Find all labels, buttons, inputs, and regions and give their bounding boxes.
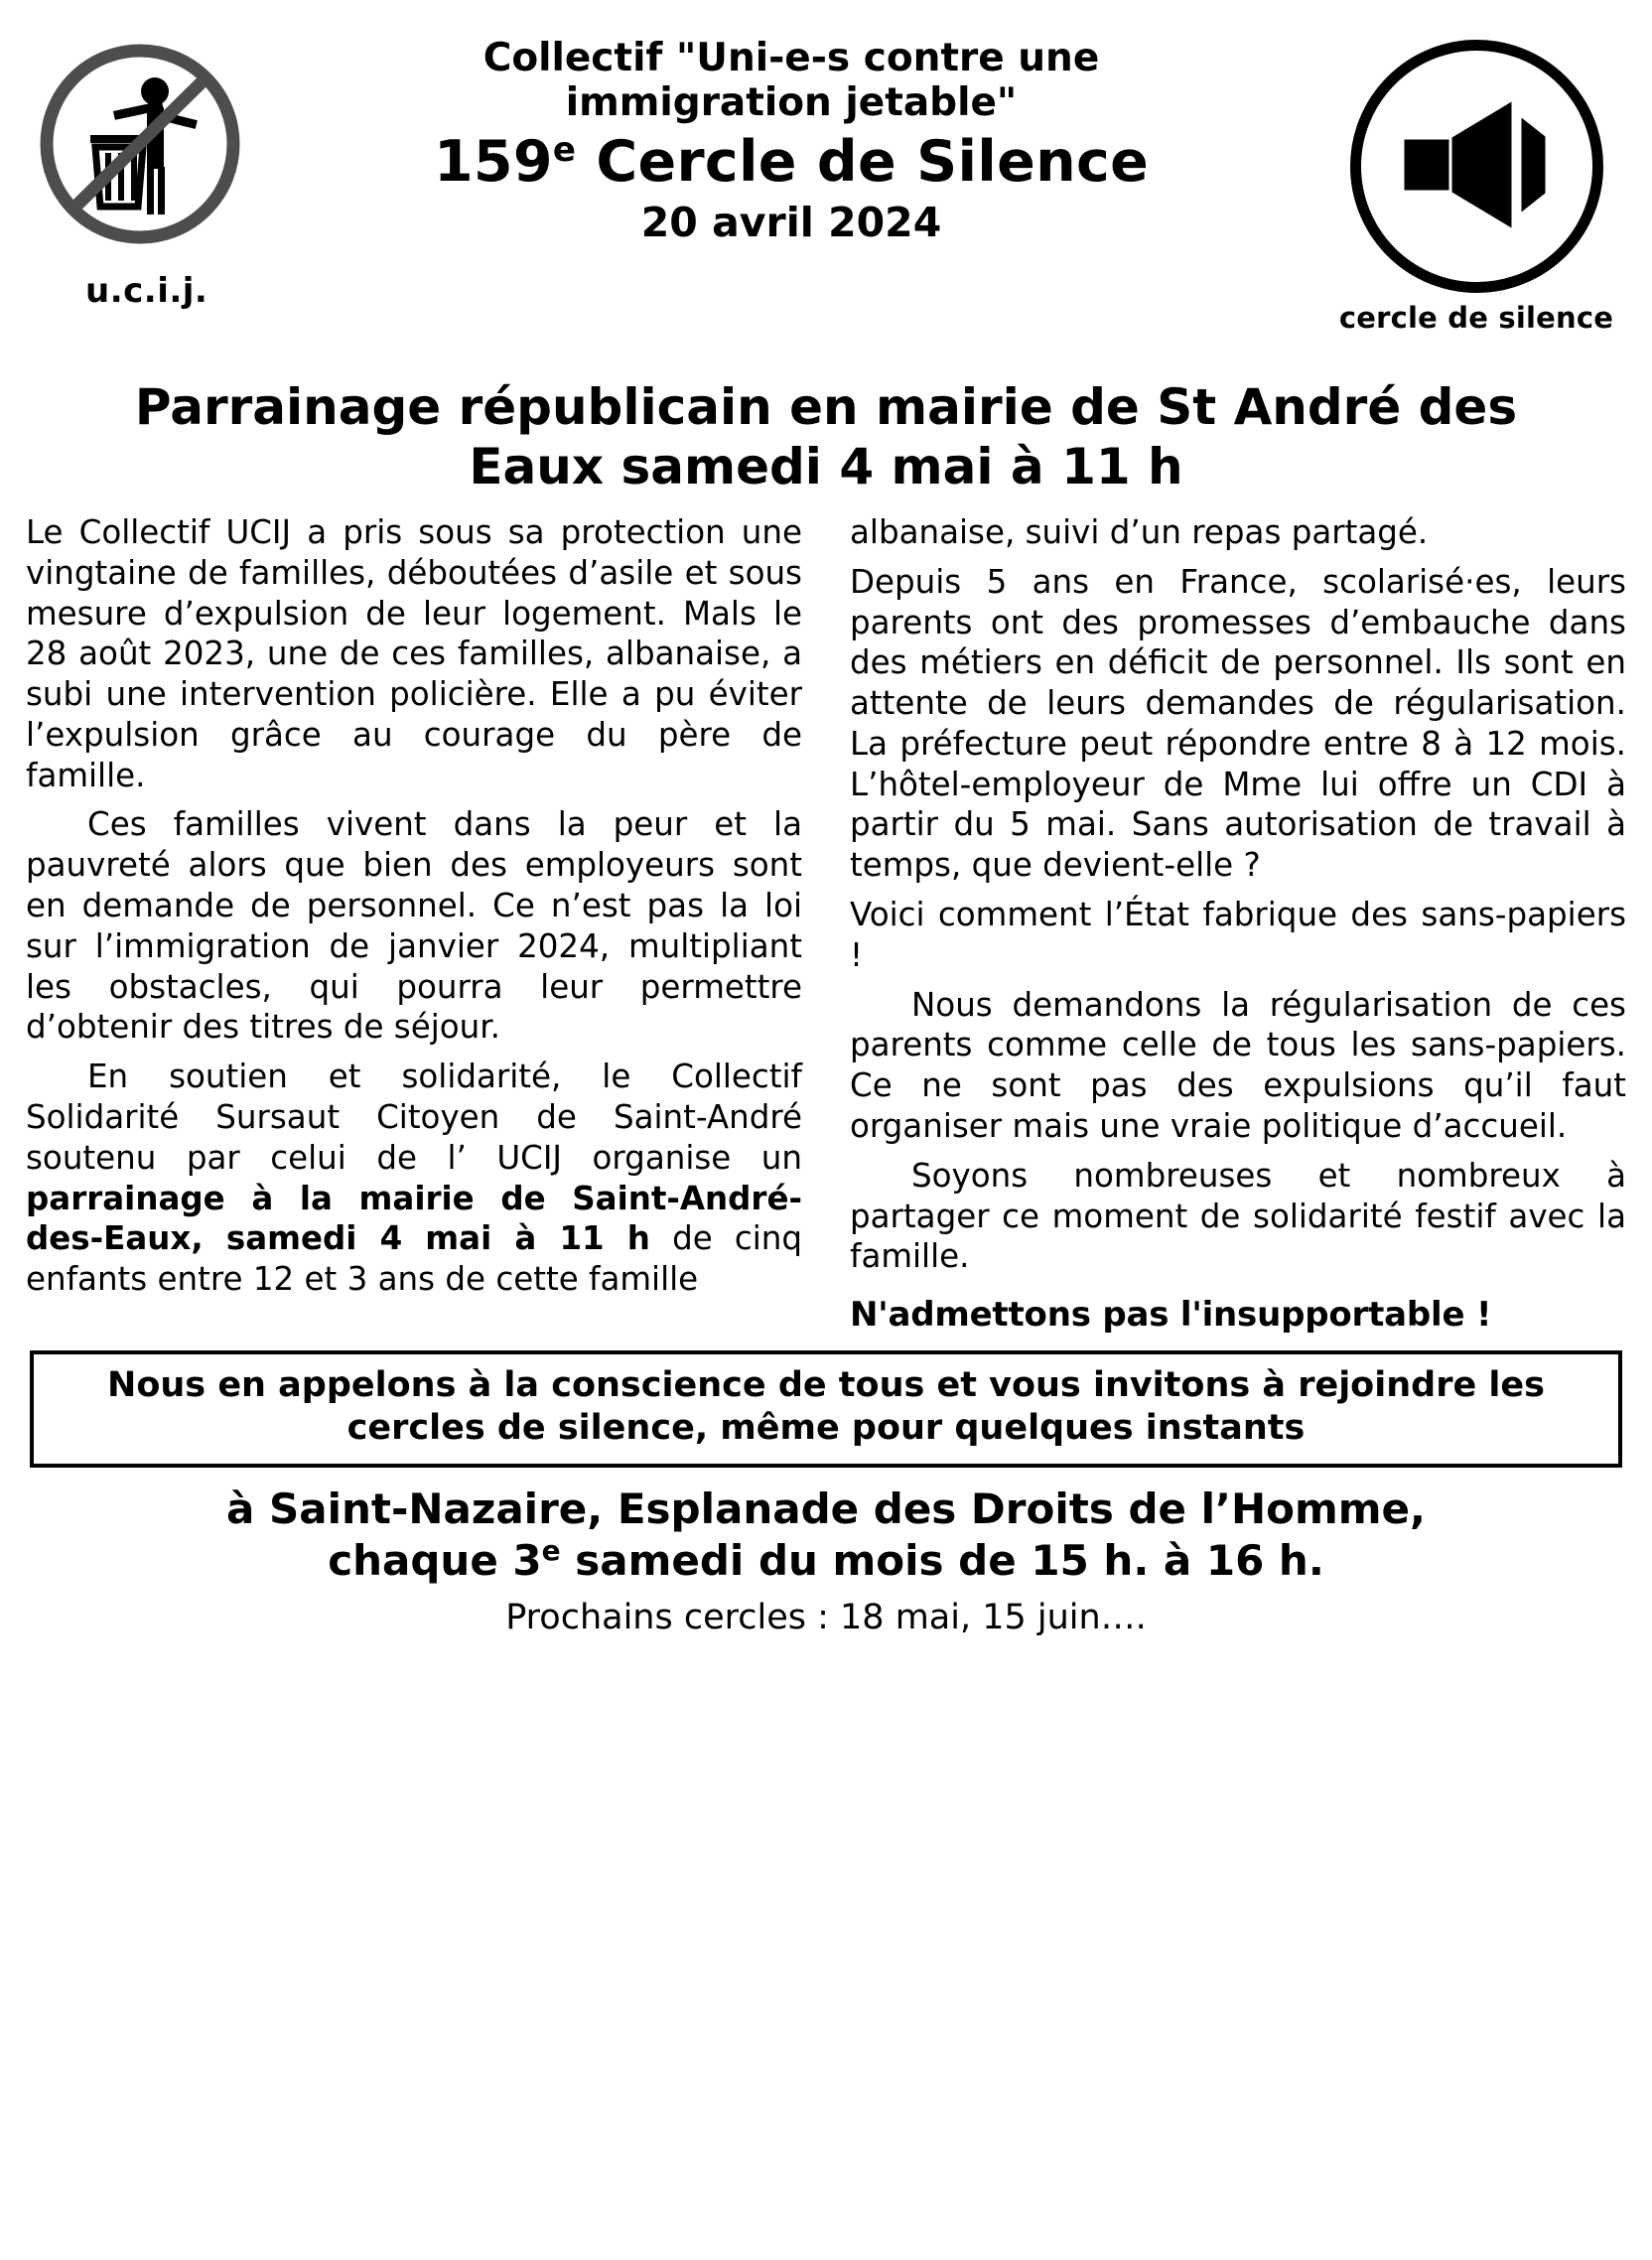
callout-line-2: cercles de silence, même pour quelques instants bbox=[346, 1408, 1306, 1449]
paragraph: Voici comment l’État fabrique des sans-papiers ! bbox=[850, 896, 1626, 974]
logo-caption: cercle de silence bbox=[1338, 301, 1614, 335]
paragraph-text-after: de cinq enfants entre 12 et 3 ans de cette famille bbox=[26, 1219, 802, 1299]
ucij-label: u.c.i.j. bbox=[85, 271, 208, 311]
body-columns bbox=[26, 512, 1626, 1335]
call-to-action-box bbox=[30, 1350, 1622, 1468]
footer-schedule bbox=[26, 1534, 1626, 1586]
paragraph: albanaise, suivi d’un repas partagé. bbox=[850, 513, 1429, 551]
paragraph-text-before: En soutien et solidarité, le Collectif Solidarité Sursaut Citoyen de Saint-André soutenu par celui de l’ UCIJ organise un bbox=[26, 1058, 802, 1177]
paragraph-parrainage bbox=[26, 1057, 802, 1300]
cercle-rest: Cercle de Silence bbox=[576, 129, 1150, 196]
footer-next-dates: Prochains cercles : 18 mai, 15 juin…. bbox=[505, 1598, 1147, 1638]
cercle-number: 159 bbox=[433, 129, 553, 196]
footer-schedule-exponent: e bbox=[541, 1534, 561, 1568]
paragraph: Ces familles vivent dans la peur et la pauvreté alors que bien des employeurs sont en demande de personnel. Ce n’est pas la loi sur l’immigration de janvier 2024, multipliant les obstacles, qui pourra leur permettre d’obtenir des titres de séjour. bbox=[26, 805, 802, 1047]
slogan: N'admettons pas l'insupportable ! bbox=[850, 1295, 1492, 1336]
collectif-line-2: immigration jetable" bbox=[565, 80, 1018, 126]
title-block bbox=[254, 36, 1328, 246]
subtitle bbox=[66, 377, 1586, 496]
speaker-icon bbox=[1395, 97, 1559, 235]
footer-schedule-prefix: chaque 3 bbox=[328, 1536, 542, 1586]
footer-schedule-rest: samedi du mois de 15 h. à 16 h. bbox=[560, 1536, 1324, 1586]
no-eviction-icon bbox=[36, 40, 244, 248]
page-title bbox=[254, 131, 1328, 195]
cercle-exponent: e bbox=[552, 130, 577, 171]
column-right bbox=[850, 512, 1626, 1335]
collectif-line-1: Collectif "Uni-e-s contre une bbox=[482, 36, 1100, 80]
callout-line-1: Nous en appelons à la conscience de tous et vous invitons à rejoindre les bbox=[107, 1365, 1545, 1406]
paragraph: Soyons nombreuses et nombreux à partager ce moment de solidarité festif avec la famille. bbox=[850, 1156, 1626, 1276]
footer-location bbox=[26, 1483, 1626, 1586]
footer-place: à Saint-Nazaire, Esplanade des Droits de l’Homme, bbox=[226, 1483, 1426, 1533]
subtitle-line-2: Eaux samedi 4 mai à 11 h bbox=[469, 438, 1183, 495]
paragraph: Le Collectif UCIJ a pris sous sa protection une vingtaine de familles, déboutées d’asile et sous mesure d’expulsion de leur logement. Mals le 28 août 2023, une de ces familles, albanaise, a subi une intervention policière. Elle a pu éviter l’expulsion grâce au courage du père de famille. bbox=[26, 513, 802, 794]
speaker-circle bbox=[1350, 40, 1603, 293]
paragraph: Nous demandons la régularisation de ces parents comme celle de tous les sans-papiers. Ce ne sont pas des expulsions qu’il faut organiser mais une vraie politique d’accueil. bbox=[850, 985, 1626, 1145]
paragraph-text-bold: parrainage à la mairie de Saint-André-des-Eaux, samedi 4 mai à 11 h bbox=[26, 1179, 802, 1258]
column-left bbox=[26, 512, 802, 1335]
cercle-de-silence-logo bbox=[1332, 40, 1620, 335]
subtitle-line-1: Parrainage républicain en mairie de St André des bbox=[134, 378, 1518, 436]
paragraph: Depuis 5 ans en France, scolarisé·es, leurs parents ont des promesses d’embauche dans des métiers en déficit de personnel. Ils sont en attente de leurs demandes de régularisation. La préfecture peut répondre entre 8 à 12 mois. L’hôtel-employeur de Mme lui offre un CDI à partir du 5 mai. Sans autorisation de travail à temps, que devient-elle ? bbox=[850, 562, 1626, 885]
event-date: 20 avril 2024 bbox=[640, 199, 942, 247]
header bbox=[26, 18, 1626, 375]
